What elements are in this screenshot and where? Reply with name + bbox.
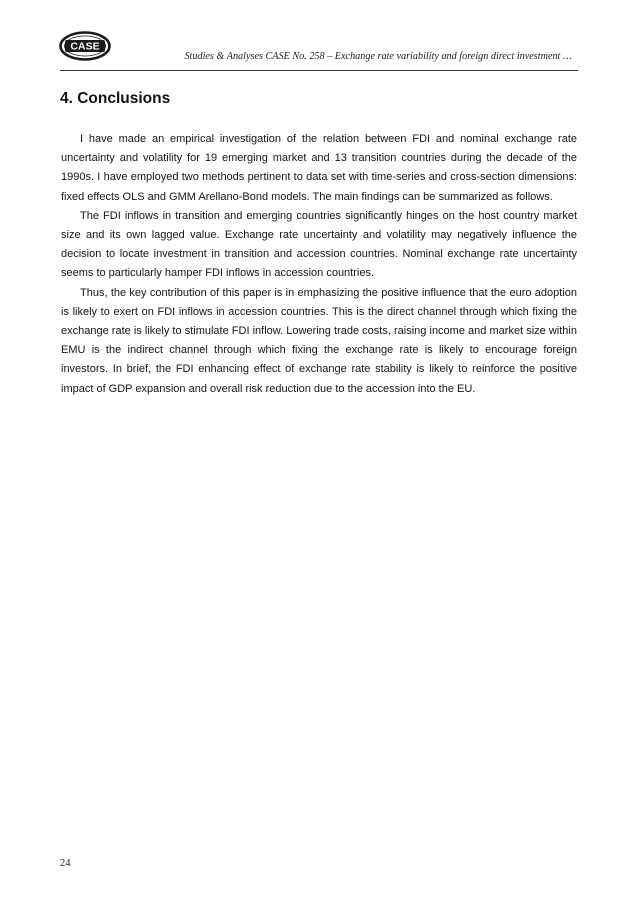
running-header: Studies & Analyses CASE No. 258 – Exchange rate variability and foreign direct investment …: [184, 51, 572, 62]
paragraph: I have made an empirical investigation of the relation between FDI and nominal exchange rate uncertainty and volatility for 19 emerging market and 13 transition countries during the decade of the 1990s. I have employed two methods pertinent to data set with time-series and cross-section dimensions: fixed effects OLS and GMM Arellano-Bond models. The main findings can be summarized as follows.: [61, 133, 577, 203]
section-title: 4. Conclusions: [60, 90, 171, 107]
case-logo: [59, 31, 111, 61]
paragraph: Thus, the key contribution of this paper is in emphasizing the positive influence that the euro adoption is likely to exert on FDI inflows in accession countries. This is the direct channel through which fixing the exchange rate is likely to stimulate FDI inflow. Lowering trade costs, raising income and market size within EMU is the indirect channel through which fixing the exchange rate is likely to encourage foreign investors. In brief, the FDI enhancing effect of exchange rate stability is likely to reinforce the positive impact of GDP expansion and overall risk reduction due to the accession into the EU.: [61, 286, 577, 395]
header-rule: [60, 70, 578, 71]
paragraph: The FDI inflows in transition and emerging countries significantly hinges on the host country market size and its own lagged value. Exchange rate uncertainty and volatility may negatively influence the decision to locate investment in transition and accession countries. Nominal exchange rate uncertainty seems to particularly hamper FDI inflows in accession countries.: [61, 209, 577, 280]
logo-text: CASE: [70, 40, 100, 53]
body-text: [61, 130, 577, 399]
page-number: 24: [60, 858, 71, 869]
